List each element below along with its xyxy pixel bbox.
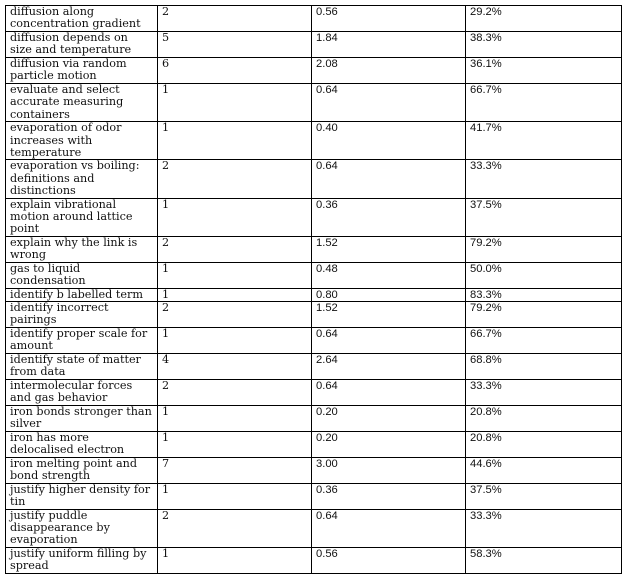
- table-row: [6, 198, 622, 236]
- table-row: [6, 353, 622, 379]
- count-cell: 1: [158, 198, 312, 236]
- topic-cell: identify proper scale for amount: [6, 327, 158, 353]
- count-cell: 2: [158, 236, 312, 262]
- topic-cell: explain vibrational motion around lattice point: [6, 198, 158, 236]
- topic-cell: evaporation vs boiling: definitions and distinctions: [6, 160, 158, 198]
- table-row: [6, 431, 622, 457]
- score-cell: 2.64: [312, 353, 466, 379]
- table-row: [6, 547, 622, 573]
- score-cell: 0.56: [312, 6, 466, 32]
- percent-cell: 79.2%: [466, 236, 622, 262]
- percent-cell: 29.2%: [466, 6, 622, 32]
- percent-cell: 36.1%: [466, 58, 622, 84]
- table-row: [6, 457, 622, 483]
- count-cell: 1: [158, 84, 312, 122]
- table-row: [6, 32, 622, 58]
- count-cell: 1: [158, 405, 312, 431]
- count-cell: 5: [158, 32, 312, 58]
- table-row: [6, 483, 622, 509]
- topic-cell: iron bonds stronger than silver: [6, 405, 158, 431]
- count-cell: 1: [158, 547, 312, 573]
- score-cell: 2.08: [312, 58, 466, 84]
- score-cell: 0.80: [312, 288, 466, 301]
- table-row: [6, 122, 622, 160]
- topic-cell: diffusion along concentration gradient: [6, 6, 158, 32]
- count-cell: 2: [158, 509, 312, 547]
- score-cell: 0.64: [312, 84, 466, 122]
- topic-cell: justify uniform filling by spread: [6, 547, 158, 573]
- topic-cell: identify b labelled term: [6, 288, 158, 301]
- topic-cell: identify incorrect pairings: [6, 301, 158, 327]
- topic-cell: justify higher density for tin: [6, 483, 158, 509]
- table-row: [6, 301, 622, 327]
- percent-cell: 33.3%: [466, 160, 622, 198]
- score-cell: 3.00: [312, 457, 466, 483]
- table-row: [6, 405, 622, 431]
- count-cell: 1: [158, 327, 312, 353]
- percent-cell: 44.6%: [466, 457, 622, 483]
- topic-cell: gas to liquid condensation: [6, 262, 158, 288]
- count-cell: 2: [158, 301, 312, 327]
- count-cell: 1: [158, 431, 312, 457]
- percent-cell: 41.7%: [466, 122, 622, 160]
- percent-cell: 50.0%: [466, 262, 622, 288]
- percent-cell: 33.3%: [466, 379, 622, 405]
- table-row: [6, 262, 622, 288]
- score-cell: 0.64: [312, 509, 466, 547]
- score-cell: 0.40: [312, 122, 466, 160]
- count-cell: 2: [158, 379, 312, 405]
- count-cell: 6: [158, 58, 312, 84]
- score-cell: 1.52: [312, 301, 466, 327]
- topic-cell: diffusion depends on size and temperature: [6, 32, 158, 58]
- count-cell: 1: [158, 288, 312, 301]
- topic-cell: identify state of matter from data: [6, 353, 158, 379]
- count-cell: 2: [158, 6, 312, 32]
- count-cell: 4: [158, 353, 312, 379]
- score-cell: 0.36: [312, 483, 466, 509]
- score-cell: 0.20: [312, 405, 466, 431]
- percent-cell: 68.8%: [466, 353, 622, 379]
- score-cell: 0.20: [312, 431, 466, 457]
- score-cell: 0.48: [312, 262, 466, 288]
- score-cell: 0.64: [312, 327, 466, 353]
- table-row: [6, 160, 622, 198]
- score-cell: 1.84: [312, 32, 466, 58]
- count-cell: 7: [158, 457, 312, 483]
- percent-cell: 33.3%: [466, 509, 622, 547]
- table-row: [6, 327, 622, 353]
- topic-table: [5, 5, 622, 574]
- percent-cell: 37.5%: [466, 483, 622, 509]
- table-row: [6, 509, 622, 547]
- score-cell: 0.56: [312, 547, 466, 573]
- topic-cell: evaluate and select accurate measuring containers: [6, 84, 158, 122]
- topic-cell: diffusion via random particle motion: [6, 58, 158, 84]
- table-row: [6, 236, 622, 262]
- percent-cell: 66.7%: [466, 327, 622, 353]
- table-row: [6, 288, 622, 301]
- score-cell: 0.36: [312, 198, 466, 236]
- percent-cell: 58.3%: [466, 547, 622, 573]
- topic-cell: evaporation of odor increases with temperature: [6, 122, 158, 160]
- count-cell: 1: [158, 122, 312, 160]
- table-row: [6, 58, 622, 84]
- percent-cell: 66.7%: [466, 84, 622, 122]
- topic-cell: justify puddle disappearance by evaporation: [6, 509, 158, 547]
- topic-cell: iron melting point and bond strength: [6, 457, 158, 483]
- percent-cell: 79.2%: [466, 301, 622, 327]
- percent-cell: 20.8%: [466, 431, 622, 457]
- topic-cell: iron has more delocalised electron: [6, 431, 158, 457]
- topic-cell: explain why the link is wrong: [6, 236, 158, 262]
- percent-cell: 20.8%: [466, 405, 622, 431]
- count-cell: 1: [158, 262, 312, 288]
- score-cell: 0.64: [312, 160, 466, 198]
- count-cell: 2: [158, 160, 312, 198]
- table-row: [6, 379, 622, 405]
- table-body: [6, 6, 622, 574]
- percent-cell: 37.5%: [466, 198, 622, 236]
- table-row: [6, 6, 622, 32]
- table-row: [6, 84, 622, 122]
- percent-cell: 83.3%: [466, 288, 622, 301]
- score-cell: 0.64: [312, 379, 466, 405]
- score-cell: 1.52: [312, 236, 466, 262]
- percent-cell: 38.3%: [466, 32, 622, 58]
- topic-cell: intermolecular forces and gas behavior: [6, 379, 158, 405]
- count-cell: 1: [158, 483, 312, 509]
